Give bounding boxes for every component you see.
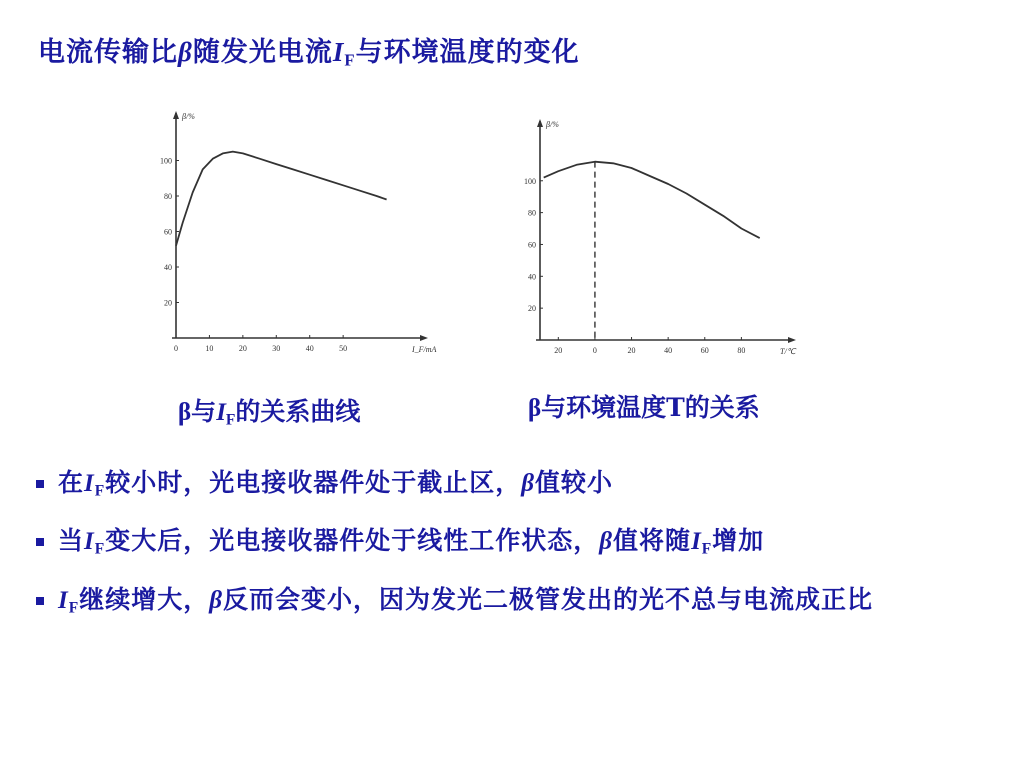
bullet3-beta: β bbox=[209, 586, 224, 614]
y-axis-arrow-icon bbox=[173, 111, 179, 119]
bullet-square-icon bbox=[36, 597, 44, 605]
y-tick-label: 40 bbox=[528, 272, 536, 282]
bullet1-c: 值较小 bbox=[535, 468, 614, 497]
caption-left-end: 的关系曲线 bbox=[235, 397, 361, 426]
bullet3-sub: F bbox=[68, 598, 80, 616]
x-tick-label: 30 bbox=[272, 344, 281, 353]
x-tick-label: 80 bbox=[737, 346, 746, 355]
bullet1-b: 较小时，光电接收器件处于截止区， bbox=[105, 468, 522, 497]
x-tick-label: 40 bbox=[664, 346, 673, 355]
x-tick-label: 10 bbox=[205, 344, 214, 353]
x-tick-label: 60 bbox=[700, 346, 709, 355]
x-tick-label: 40 bbox=[305, 344, 314, 353]
bullet2-a: 当 bbox=[58, 526, 85, 556]
x-axis-arrow-icon bbox=[420, 335, 428, 341]
bullet2-i2: I bbox=[691, 528, 702, 556]
bullet2-c: 值将随 bbox=[613, 526, 692, 556]
title-beta: β bbox=[178, 37, 193, 67]
title-part2: 随发光电流 bbox=[192, 37, 333, 68]
caption-right-rest: 与环境温度T的关系 bbox=[541, 393, 760, 422]
bullet1-a: 在 bbox=[58, 468, 85, 497]
bullet3-c: 反而会变小，因为发光二极管发出的光不总与电流成正比 bbox=[223, 584, 874, 614]
y-axis-label: β/% bbox=[546, 120, 559, 129]
y-tick-label: 20 bbox=[528, 304, 536, 314]
y-axis-label: β/% bbox=[182, 112, 195, 121]
y-tick-label: 100 bbox=[524, 176, 536, 186]
bullet1-beta: β bbox=[521, 470, 536, 497]
y-tick-label: 40 bbox=[164, 263, 172, 272]
y-tick-label: 80 bbox=[164, 192, 172, 201]
beta-vs-if-svg bbox=[140, 105, 450, 365]
caption-left-beta: β bbox=[178, 399, 192, 426]
bullet2-beta: β bbox=[599, 528, 614, 556]
title-sub: F bbox=[344, 50, 356, 70]
bullet-square-icon bbox=[36, 480, 44, 488]
y-tick-label: 100 bbox=[160, 156, 172, 166]
x-tick-label: 20 bbox=[627, 346, 636, 355]
caption-left-mid: 与 bbox=[191, 397, 217, 426]
bullet1-i: I bbox=[84, 470, 95, 497]
bullet2-b: 变大后，光电接收器件处于线性工作状态， bbox=[105, 526, 600, 556]
y-tick-label: 20 bbox=[164, 298, 172, 308]
y-tick-label: 80 bbox=[528, 208, 536, 218]
caption-left-sub: F bbox=[225, 411, 236, 429]
caption-left-i: I bbox=[216, 399, 226, 426]
bullet3-b: 继续增大， bbox=[79, 584, 210, 614]
title-part1: 电流传输比 bbox=[38, 37, 178, 68]
y-tick-label: 60 bbox=[528, 240, 536, 250]
series-line bbox=[176, 152, 387, 246]
x-tick-label: 0 bbox=[592, 346, 597, 355]
x-axis-label: I_F/mA bbox=[412, 345, 437, 354]
bullet-list bbox=[34, 463, 974, 638]
x-tick-label: 0 bbox=[174, 344, 178, 353]
title-i: I bbox=[332, 37, 345, 67]
caption-right-beta: β bbox=[528, 395, 542, 422]
x-tick-label: 20 bbox=[238, 344, 247, 353]
right-chart-caption bbox=[528, 388, 760, 424]
bullet-square-icon bbox=[36, 538, 44, 546]
y-axis-arrow-icon bbox=[537, 119, 543, 127]
beta-vs-if-chart bbox=[140, 105, 450, 369]
bullet2-sub2: F bbox=[701, 540, 713, 558]
title-part3: 与环境温度的变化 bbox=[355, 37, 580, 68]
x-axis-label: T/℃ bbox=[780, 347, 796, 356]
bullet2-d: 增加 bbox=[712, 526, 765, 556]
x-axis-arrow-icon bbox=[788, 337, 796, 343]
x-tick-label: 50 bbox=[339, 344, 348, 353]
series-line bbox=[544, 162, 760, 238]
bullet-item-2 bbox=[34, 521, 974, 569]
bullet2-sub: F bbox=[94, 540, 106, 558]
beta-vs-temperature-chart bbox=[518, 115, 818, 369]
bullet3-i: I bbox=[58, 586, 69, 614]
x-tick-label: 20 bbox=[554, 346, 563, 355]
bullet2-i: I bbox=[84, 528, 95, 556]
y-tick-label: 60 bbox=[164, 227, 172, 237]
bullet1-sub: F bbox=[94, 482, 106, 500]
bullet-item-3 bbox=[34, 580, 974, 628]
page-title bbox=[38, 30, 580, 71]
bullet-item-1 bbox=[34, 463, 974, 511]
left-chart-caption bbox=[178, 392, 360, 429]
beta-vs-temperature-svg bbox=[518, 115, 818, 365]
